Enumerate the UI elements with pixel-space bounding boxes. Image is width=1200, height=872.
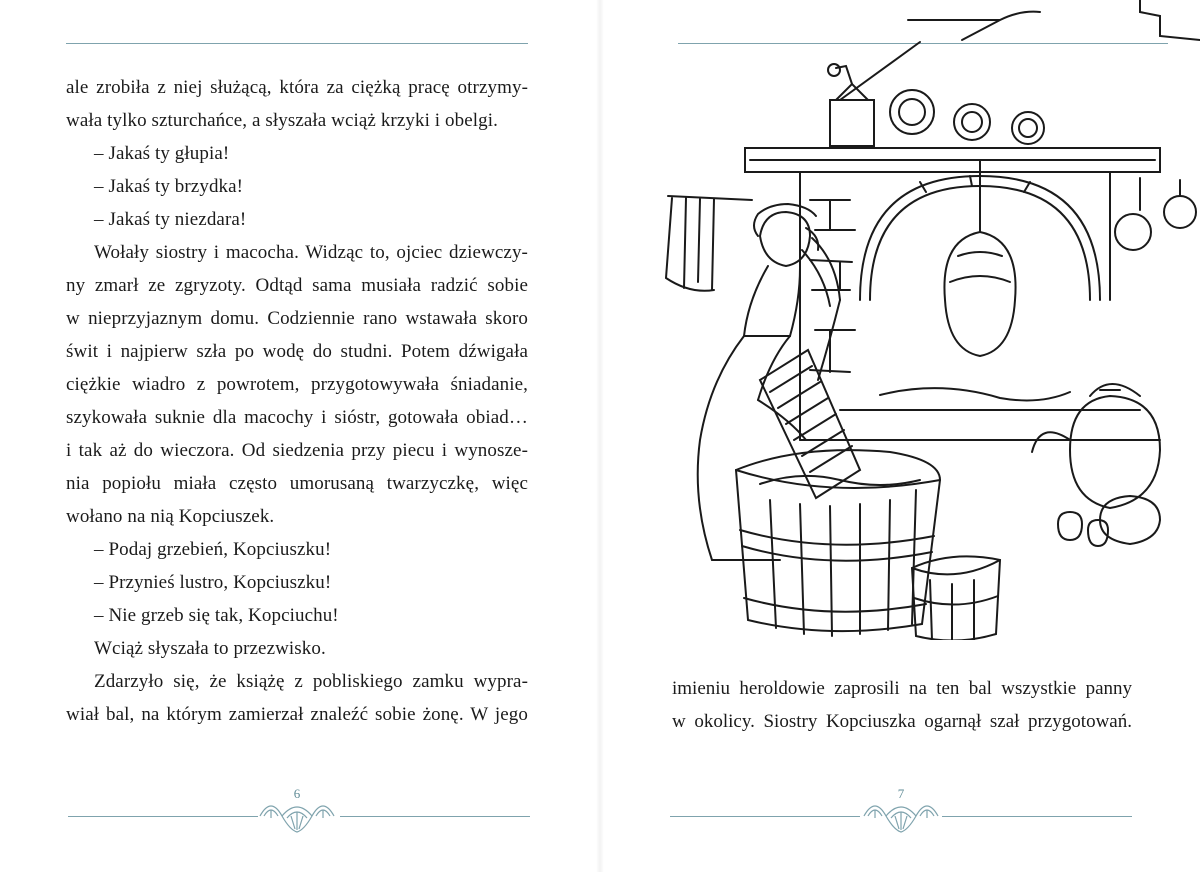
- bottom-rule-right: [942, 816, 1132, 817]
- text-line: świt i najpierw szła po wodę do studni. Potem dźwigała: [66, 341, 528, 362]
- text-line: w okolicy. Siostry Kopciuszka ogarnął szał przygotowań.: [672, 711, 1132, 732]
- text-line: Wołały siostry i macocha. Widząc to, ojciec dziewczy-: [94, 242, 528, 263]
- dialogue-line: – Jakaś ty niezdara!: [94, 209, 247, 230]
- text-line: ciężkie wiadro z powrotem, przygotowywała śniadanie,: [66, 374, 528, 395]
- bottom-rule-left: [670, 816, 860, 817]
- bottom-rule-left: [68, 816, 258, 817]
- text-line: wała tylko szturchańce, a słyszała wciąż krzyki i obelgi.: [66, 110, 498, 131]
- text-line: wołano na nią Kopciuszek.: [66, 506, 275, 527]
- page-number: 7: [897, 786, 905, 801]
- text-line: imieniu heroldowie zaprosili na ten bal wszystkie panny: [672, 678, 1132, 699]
- right-page: [600, 0, 1200, 872]
- text-line: szykowała suknie dla macochy i sióstr, gotowała obiad…: [66, 407, 528, 428]
- dialogue-line: – Nie grzeb się tak, Kopciuchu!: [94, 605, 339, 626]
- bottom-rule-right: [340, 816, 530, 817]
- scallop-ornament-icon: [860, 790, 942, 834]
- top-rule: [66, 43, 528, 44]
- text-line: i tak aż do wieczora. Od siedzenia przy piecu i wynosze-: [66, 440, 528, 461]
- text-line: w nieprzyjaznym domu. Codziennie rano wstawała skoro: [66, 308, 528, 329]
- text-line: wiał bal, na którym zamierzał znaleźć sobie żonę. W jego: [66, 704, 528, 725]
- text-line: Wciąż słyszała to przezwisko.: [94, 638, 326, 659]
- body-text: [66, 71, 528, 731]
- dialogue-line: – Przynieś lustro, Kopciuszku!: [94, 572, 332, 593]
- dialogue-line: – Jakaś ty głupia!: [94, 143, 230, 164]
- text-line: ny zmarł ze zgryzoty. Odtąd sama musiała radzić sobie: [66, 275, 528, 296]
- dialogue-line: – Podaj grzebień, Kopciuszku!: [94, 539, 332, 560]
- text-line: nia popiołu miała często umorusaną twarzyczkę, więc: [66, 473, 528, 494]
- cinderella-illustration: [640, 0, 1200, 640]
- dialogue-line: – Jakaś ty brzydka!: [94, 176, 244, 197]
- page-number: 6: [293, 786, 301, 801]
- text-line: ale zrobiła z niej służącą, która za ciężką pracę otrzymy-: [66, 77, 528, 98]
- text-line: Zdarzyło się, że książę z pobliskiego zamku wypra-: [94, 671, 528, 692]
- body-text: [672, 672, 1132, 738]
- scallop-ornament-icon: [256, 790, 338, 834]
